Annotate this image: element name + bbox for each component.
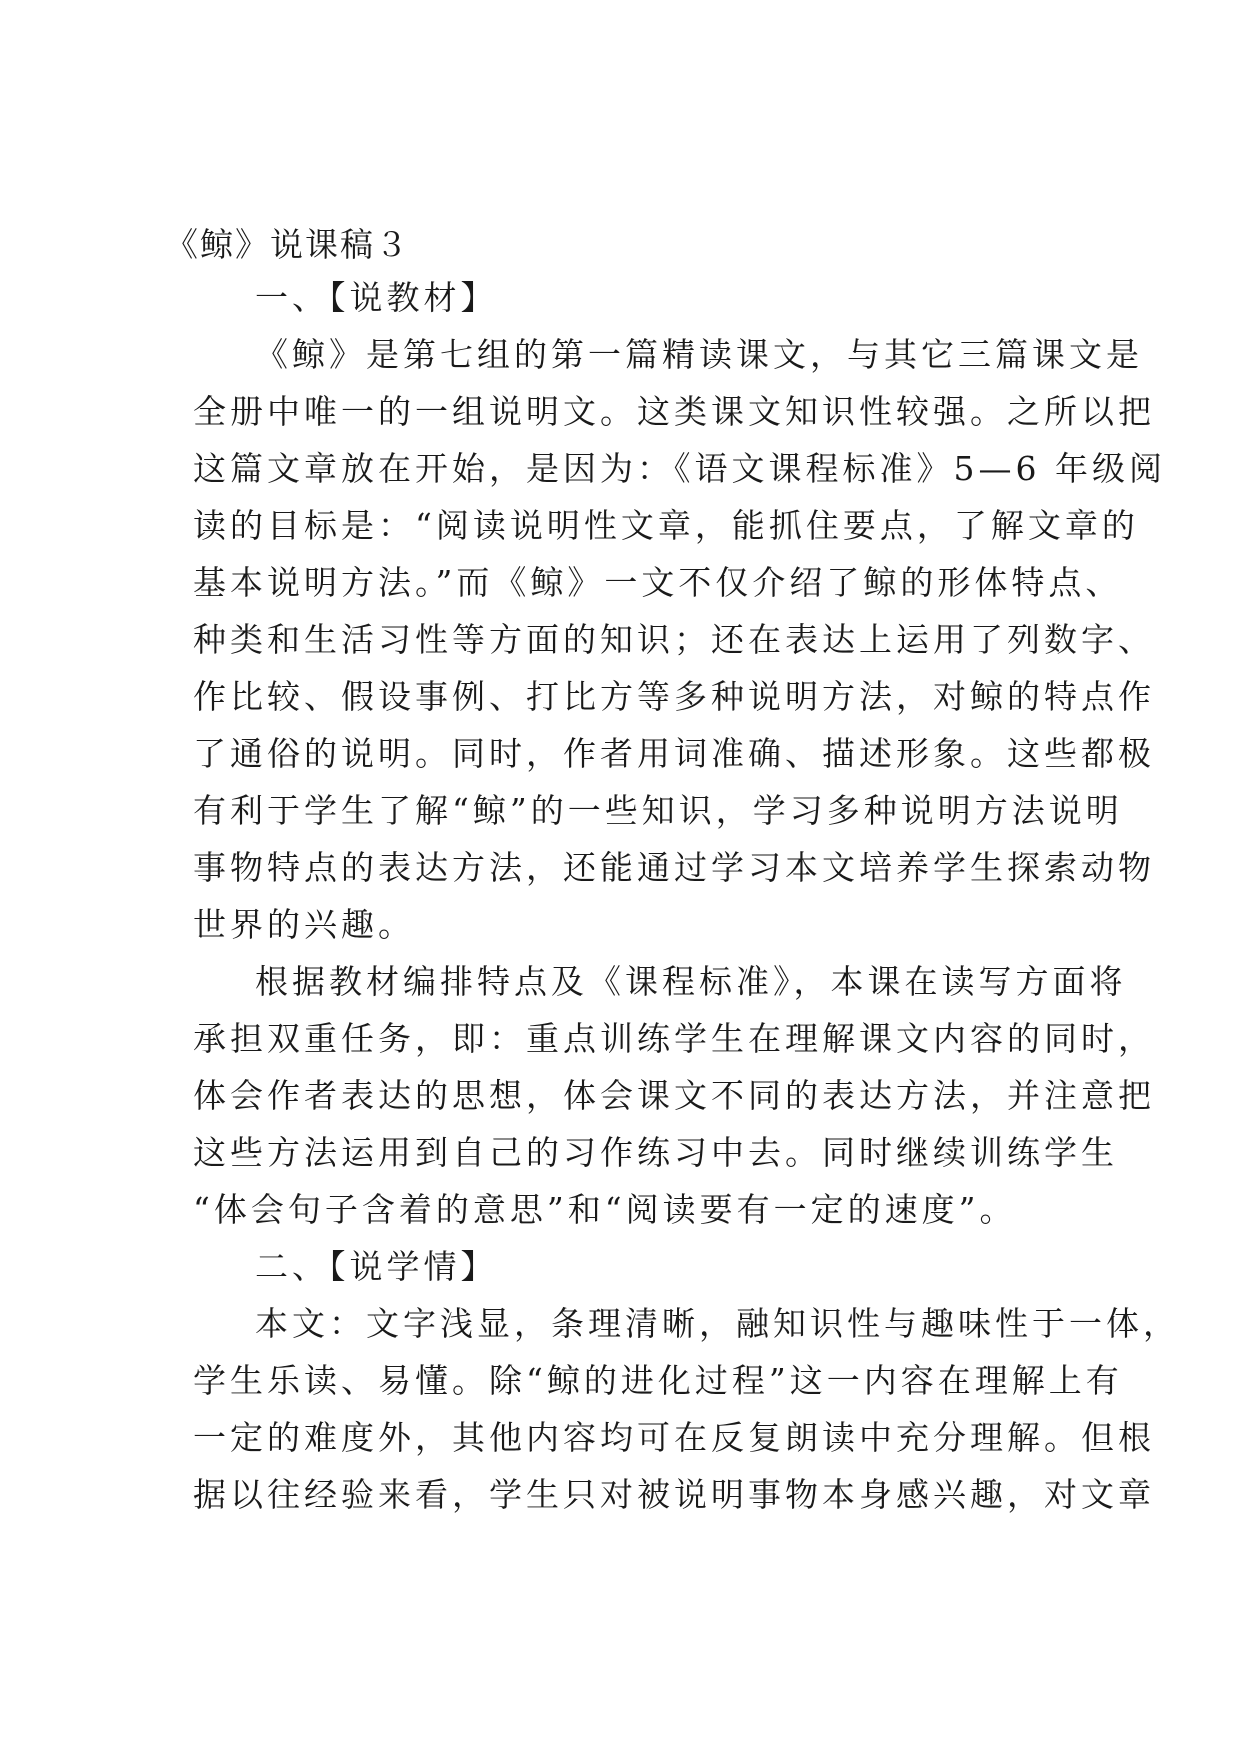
paragraph-line: 《鲸》是第七组的第一篇精读课文，与其它三篇课文是 bbox=[255, 335, 1143, 374]
paragraph-line: 读的目标是：“阅读说明性文章，能抓住要点，了解文章的 bbox=[193, 506, 1139, 545]
paragraph-line: 一定的难度外，其他内容均可在反复朗读中充分理解。但根 bbox=[193, 1418, 1155, 1457]
paragraph-line: 有利于学生了解“鲸”的一些知识，学习多种说明方法说明 bbox=[193, 791, 1123, 830]
paragraph-line: 根据教材编排特点及《课程标准》，本课在读写方面将 bbox=[255, 962, 1127, 1001]
paragraph-line: 世界的兴趣。 bbox=[193, 905, 415, 944]
section-heading-teaching-material: 一、【说教材】 bbox=[255, 278, 498, 317]
paragraph-line: 了通俗的说明。同时，作者用词准确、描述形象。这些都极 bbox=[193, 734, 1155, 773]
paragraph-line: 全册中唯一的一组说明文。这类课文知识性较强。之所以把 bbox=[193, 392, 1155, 431]
paragraph-line: 体会作者表达的思想，体会课文不同的表达方法，并注意把 bbox=[193, 1076, 1155, 1115]
paragraph-line: 承担双重任务，即：重点训练学生在理解课文内容的同时， bbox=[193, 1019, 1155, 1058]
paragraph-line: 据以往经验来看，学生只对被说明事物本身感兴趣，对文章 bbox=[193, 1475, 1155, 1514]
paragraph-line: 种类和生活习性等方面的知识；还在表达上运用了列数字、 bbox=[193, 620, 1155, 659]
document-title: 《鲸》说课稿３ bbox=[165, 225, 410, 264]
paragraph-line: 作比较、假设事例、打比方等多种说明方法，对鲸的特点作 bbox=[193, 677, 1155, 716]
paragraph-line: 这些方法运用到自己的习作练习中去。同时继续训练学生 bbox=[193, 1133, 1118, 1172]
paragraph-line: 事物特点的表达方法，还能通过学习本文培养学生探索动物 bbox=[193, 848, 1155, 887]
paragraph-line: “体会句子含着的意思”和“阅读要有一定的速度”。 bbox=[193, 1190, 1017, 1229]
paragraph-line: 这篇文章放在开始，是因为：《语文课程标准》5—6 年级阅 bbox=[193, 449, 1166, 488]
paragraph-line: 学生乐读、易懂。除“鲸的进化过程”这一内容在理解上有 bbox=[193, 1361, 1123, 1400]
paragraph-line: 本文：文字浅显，条理清晰，融知识性与趣味性于一体， bbox=[255, 1304, 1180, 1343]
section-heading-student-analysis: 二、【说学情】 bbox=[255, 1247, 498, 1286]
paragraph-line: 基本说明方法。”而《鲸》一文不仅介绍了鲸的形体特点、 bbox=[193, 563, 1123, 602]
